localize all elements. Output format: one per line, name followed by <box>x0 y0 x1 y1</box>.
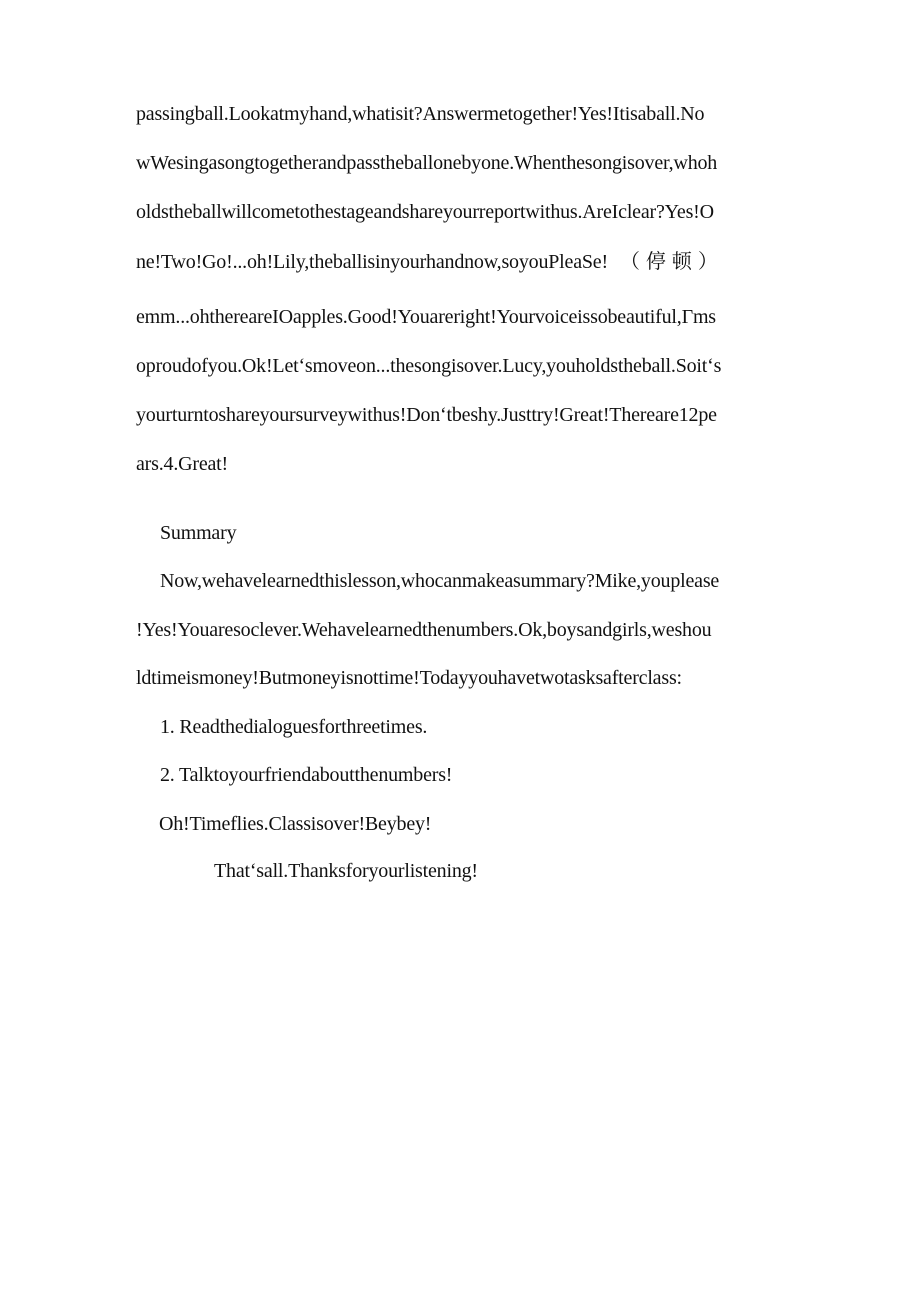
summary-line-2: !Yes!Youaresoclever.Wehavelearnedthenumbers.Ok,boysandgirls,weshou <box>136 619 712 641</box>
pause-note: （停顿） <box>619 249 724 273</box>
paragraph-1-line-3: oldstheballwillcometothestageandshareyourreportwithus.AreIclear?Yes!O <box>136 201 714 223</box>
paragraph-2-line-2: oproudofyou.Ok!Let‘smoveon...thesongisover.Lucy,youholdstheball.Soit‘s <box>136 355 722 377</box>
closing-line: Oh!Timeflies.Classisover!Beybey! <box>159 813 432 835</box>
paragraph-2-line-1: emm...ohthereareIOapples.Good!Youareright!Yourvoiceissobeautiful,Γms <box>136 306 716 328</box>
task-item-1: 1. Readthedialoguesforthreetimes. <box>160 716 428 738</box>
summary-line-3: ldtimeismoney!Butmoneyisnottime!Todayyouhavetwotasksafterclass: <box>136 667 682 689</box>
paragraph-2-line-3: yourturntoshareyoursurveywithus!Don‘tbeshy.Justtry!Great!Thereare12pe <box>136 404 717 426</box>
task-item-2: 2. Talktoyourfriendaboutthenumbers! <box>160 764 453 786</box>
paragraph-1-line-2: wWesingasongtogetherandpasstheballonebyone.Whenthesongisover,whoh <box>136 152 718 174</box>
summary-line-1: Now,wehavelearnedthislesson,whocanmakeasummary?Mike,youplease <box>160 570 720 592</box>
paragraph-1-line-4-text: ne!Two!Go!...oh!Lily,theballisinyourhandnow,soyouPleaSe! <box>136 251 608 273</box>
paragraph-1-line-1: passingball.Lookatmyhand,whatisit?Answermetogether!Yes!Itisaball.No <box>136 103 705 125</box>
summary-heading: Summary <box>160 522 237 544</box>
thanks-line: That‘sall.Thanksforyourlistening! <box>214 860 478 882</box>
paragraph-1-line-4 <box>136 249 724 274</box>
paragraph-2-line-4: ars.4.Great! <box>136 453 228 475</box>
